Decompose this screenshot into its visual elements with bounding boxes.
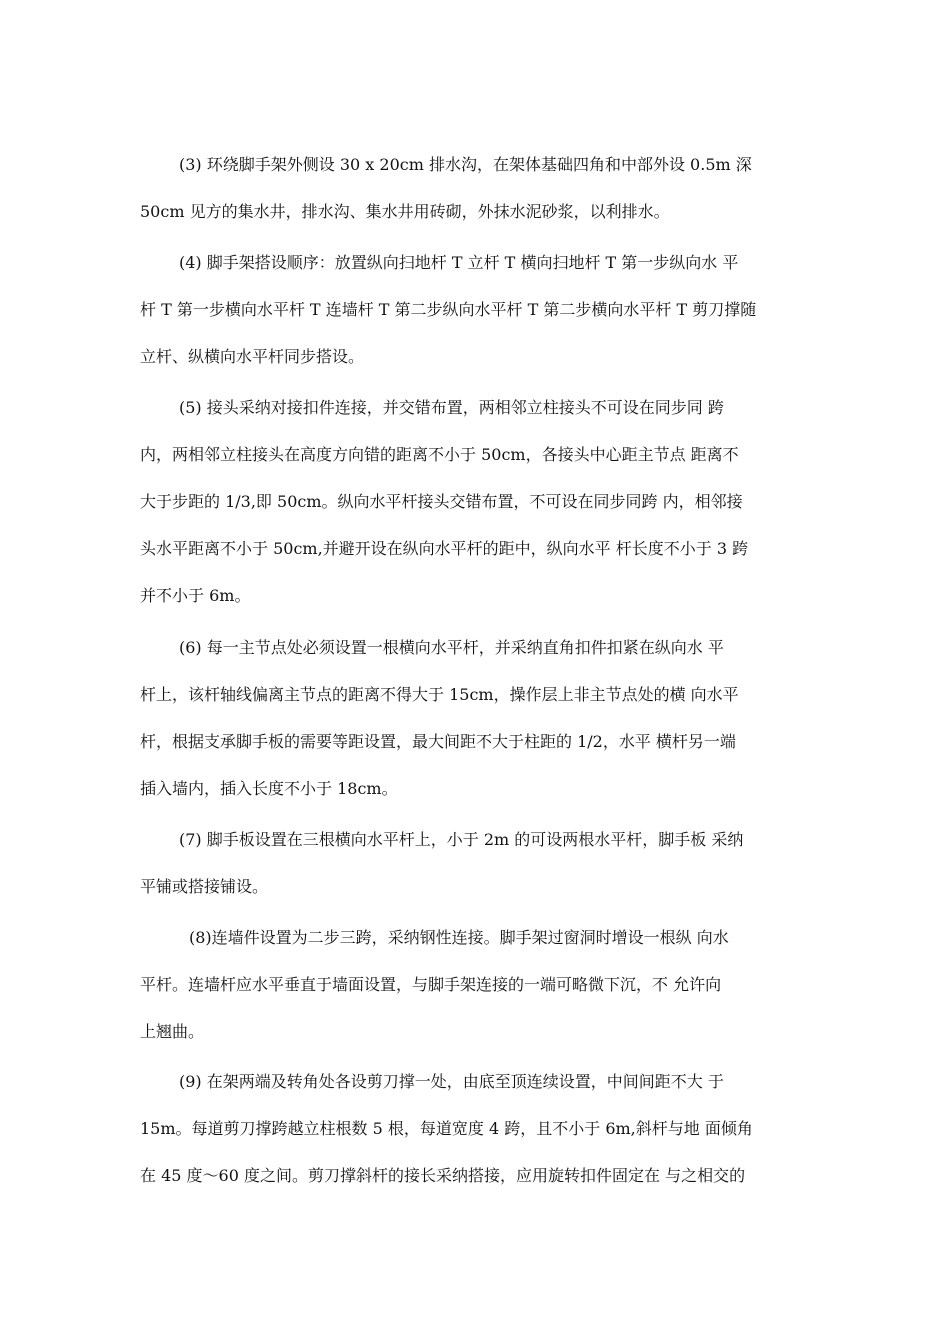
text-line: 杆上，该杆轴线偏离主节点的距离不得大于 15cm，操作层上非主节点处的横 向水平 <box>140 685 739 704</box>
text-line: 大于步距的 1/3,即 50cm。纵向水平杆接头交错布置，不可设在同步同跨 内，相邻接 <box>140 492 743 511</box>
text-line: 立杆、纵横向水平杆同步搭设。 <box>140 347 365 366</box>
text-line: (5) 接头采纳对接扣件连接，并交错布置，两相邻立柱接头不可设在同步同 跨 <box>179 398 724 417</box>
text-line: 并不小于 6m。 <box>140 586 251 605</box>
text-line: 15m。每道剪刀撑跨越立柱根数 5 根，每道宽度 4 跨，且不小于 6m,斜杆与地 面倾角 <box>140 1119 753 1138</box>
text-line: 杆 T 第一步横向水平杆 T 连墙杆 T 第二步纵向水平杆 T 第二步横向水平杆 T 剪刀撑随 <box>140 300 757 319</box>
text-line: 上翘曲。 <box>140 1022 205 1041</box>
text-line: 内，两相邻立柱接头在高度方向错的距离不小于 50cm，各接头中心距主节点 距离不 <box>140 445 739 464</box>
text-line: 平铺或搭接铺设。 <box>140 877 269 896</box>
text-line: (6) 每一主节点处必须设置一根横向水平杆，并采纳直角扣件扣紧在纵向水 平 <box>179 638 724 657</box>
text-line: 插入墙内，插入长度不小于 18cm。 <box>140 779 398 798</box>
text-line: 头水平距离不小于 50cm,并避开设在纵向水平杆的距中，纵向水平 杆长度不小于 3 跨 <box>140 539 749 558</box>
text-line: (8)连墙件设置为二步三跨，采纳钢性连接。脚手架过窗洞时增设一根纵 向水 <box>189 928 729 947</box>
text-line: 杆，根据支承脚手板的需要等距设置，最大间距不大于柱距的 1/2，水平 横杆另一端 <box>140 732 736 751</box>
text-line: 在 45 度〜60 度之间。剪刀撑斜杆的接长采纳搭接，应用旋转扣件固定在 与之相交的 <box>140 1166 746 1185</box>
text-line: (3) 环绕脚手架外侧设 30 x 20cm 排水沟，在架体基础四角和中部外设 0.5m 深 <box>179 155 752 174</box>
text-line: 平杆。连墙杆应水平垂直于墙面设置，与脚手架连接的一端可略微下沉，不 允许向 <box>140 975 722 994</box>
text-line: 50cm 见方的集水井，排水沟、集水井用砖砌，外抹水泥砂浆，以利排水。 <box>140 202 670 221</box>
text-line: (7) 脚手板设置在三根横向水平杆上，小于 2m 的可设两根水平杆，脚手板 采纳 <box>179 830 744 849</box>
text-line: (4) 脚手架搭设顺序：放置纵向扫地杆 T 立杆 T 横向扫地杆 T 第一步纵向水 平 <box>179 253 739 272</box>
text-line: (9) 在架两端及转角处各设剪刀撑一处，由底至顶连续设置，中间间距不大 于 <box>179 1072 724 1091</box>
